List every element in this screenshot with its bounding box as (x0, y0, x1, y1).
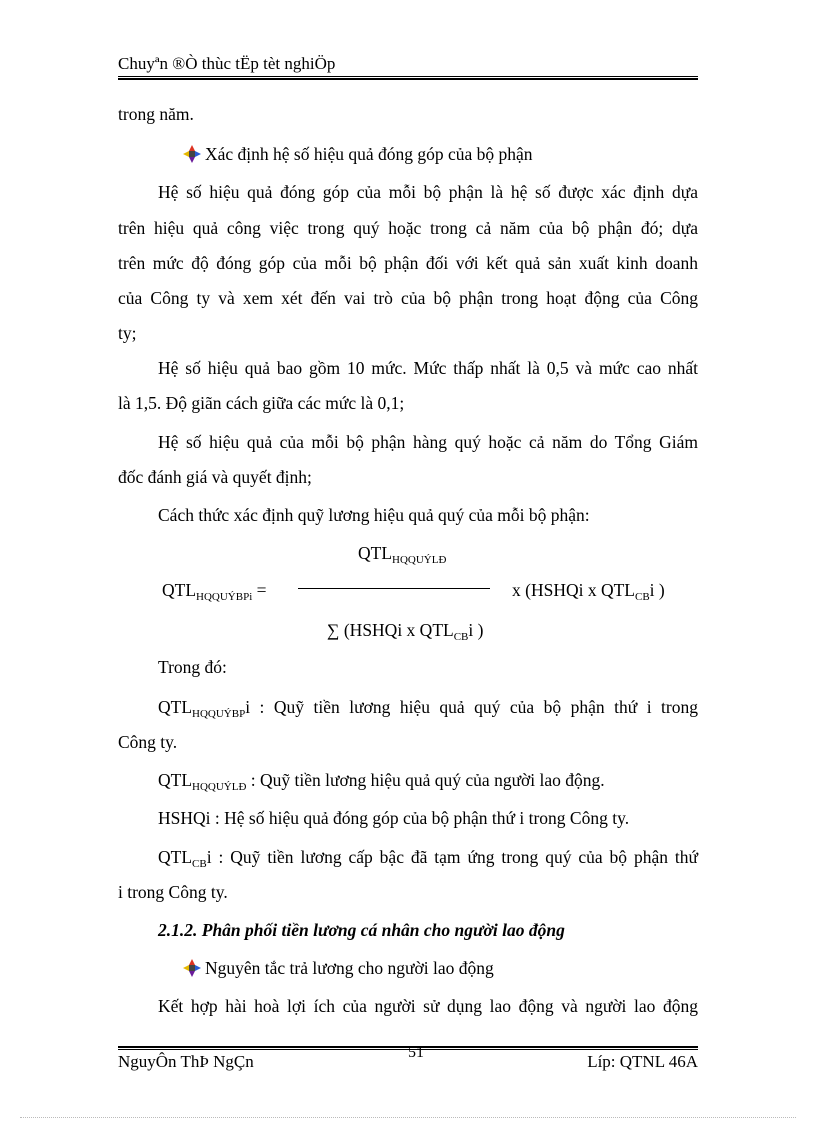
formula-symbol: QTL (358, 543, 393, 563)
paragraph-line: trên mức độ đóng góp của mỗi bộ phận đối với kết quả sản xuất kinh doanh (118, 253, 698, 273)
paragraph-line: Hệ số hiệu quả đóng góp của mỗi bộ phận là hệ số được xác định dựa (158, 182, 698, 202)
formula-subscript: HQQUÝLĐ (392, 554, 447, 566)
fraction-bar (298, 588, 490, 589)
footer-author: NguyÔn ThÞ NgÇn (118, 1052, 254, 1071)
formula-symbol: QTL (158, 847, 193, 867)
section-heading: 2.1.2. Phân phối tiền lương cá nhân cho người lao động (158, 920, 565, 940)
paragraph-line: Cách thức xác định quỹ lương hiệu quả quý của mỗi bộ phận: (158, 505, 590, 525)
paragraph-line: Hệ số hiệu quả bao gồm 10 mức. Mức thấp nhất là 0,5 và mức cao nhất (158, 358, 698, 378)
paragraph-line: của Công ty và xem xét đến vai trò của bộ phận trong hoạt động của Công (118, 288, 698, 308)
definition-line: HSHQi : Hệ số hiệu quả đóng góp của bộ phận thứ i trong Công ty. (158, 808, 630, 828)
formula-text: x (HSHQi x QTL (512, 580, 635, 600)
formula-text: i ) (649, 580, 665, 600)
formula-rhs (512, 580, 665, 603)
formula-text: ∑ (HSHQi x QTL (327, 620, 454, 640)
paragraph-line: là 1,5. Độ giãn cách giữa các mức là 0,1; (118, 393, 405, 413)
formula-equals: = (252, 580, 267, 600)
formula-subscript: CB (453, 631, 469, 643)
bullet-item (183, 958, 494, 979)
formula-subscript: CB (192, 858, 207, 870)
header-divider (118, 76, 698, 80)
bullet-icon (183, 145, 201, 163)
page-header: Chuyªn ®Ò thùc tËp tèt nghiÖp (118, 54, 336, 73)
paragraph-line: Hệ số hiệu quả của mỗi bộ phận hàng quý hoặc cả năm do Tổng Giám (158, 432, 698, 452)
definition-line (158, 697, 698, 720)
formula-lhs (162, 580, 267, 603)
bullet-text: Xác định hệ số hiệu quả đóng góp của bộ phận (205, 144, 533, 164)
formula-denominator (327, 620, 483, 643)
page-number: 51 (408, 1044, 424, 1061)
formula-subscript: CB (634, 591, 650, 603)
definition-line (158, 847, 698, 870)
formula-symbol: QTL (158, 770, 193, 790)
formula-subscript: HQQUÝLĐ (192, 781, 247, 793)
formula-text: i ) (468, 620, 484, 640)
text-line: trong năm. (118, 104, 194, 124)
paragraph-line: ty; (118, 323, 137, 343)
bullet-item (183, 144, 533, 165)
paragraph-line: trên hiệu quả công việc trong quý hoặc trong cả năm của bộ phận đó; dựa (118, 218, 698, 238)
definition-line (158, 770, 605, 793)
formula-subscript: HQQUÝBPi (196, 591, 253, 603)
formula-subscript: HQQUÝBP (192, 708, 246, 720)
paragraph-line: đốc đánh giá và quyết định; (118, 467, 312, 487)
definition-line: Công ty. (118, 732, 178, 752)
bullet-text: Nguyên tắc trả lương cho người lao động (205, 958, 494, 978)
bullet-icon (183, 959, 201, 977)
definition-text: i : Quỹ tiền lương cấp bậc đã tạm ứng trong quý của bộ phận thứ (206, 847, 698, 867)
definition-text: i : Quỹ tiền lương hiệu quả quý của bộ phận thứ i trong (245, 697, 698, 717)
paragraph-line: Trong đó: (158, 657, 227, 677)
definition-text: : Quỹ tiền lương hiệu quả quý của người lao động. (246, 770, 605, 790)
page-edge (20, 1117, 796, 1118)
definition-line: i trong Công ty. (118, 882, 228, 902)
paragraph-line: Kết hợp hài hoà lợi ích của người sử dụng lao động và người lao động (158, 996, 698, 1016)
formula-numerator (358, 543, 446, 566)
footer-class: Líp: QTNL 46A (587, 1052, 698, 1071)
formula-symbol: QTL (162, 580, 197, 600)
formula-symbol: QTL (158, 697, 193, 717)
